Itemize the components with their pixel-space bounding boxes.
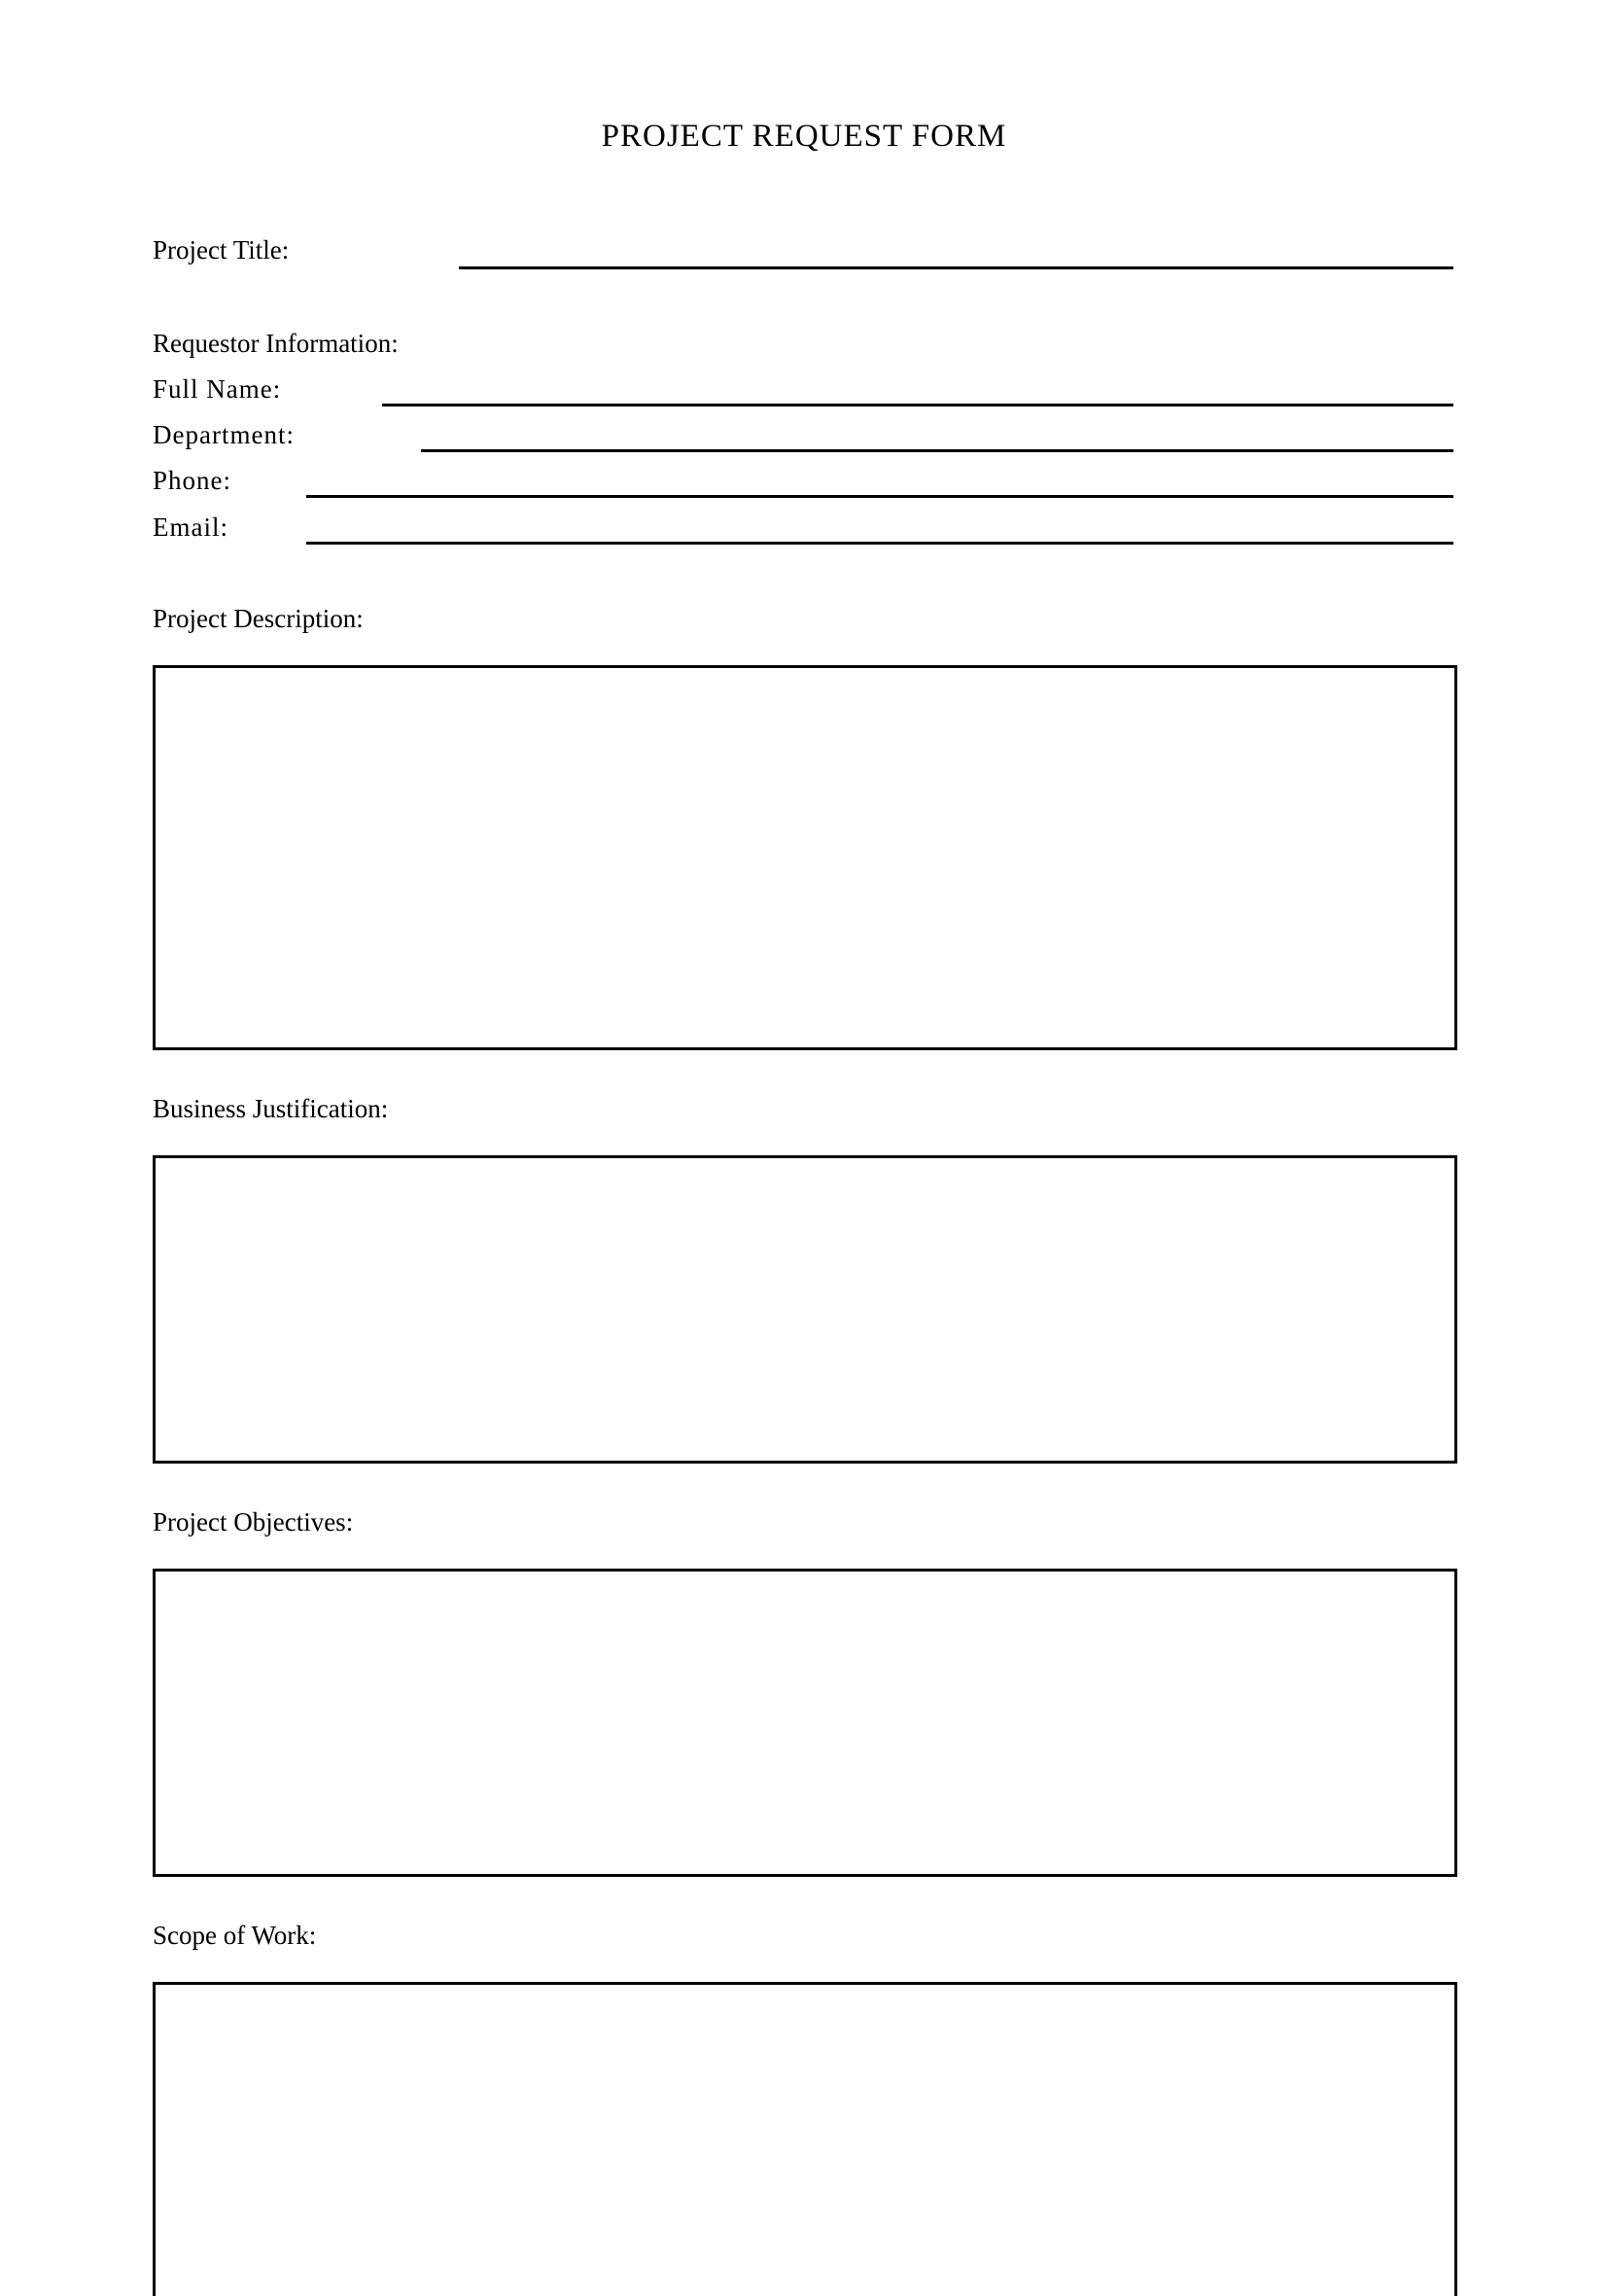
email-field[interactable] xyxy=(306,542,1453,545)
full-name-label: Full Name: xyxy=(153,374,282,404)
form-title: PROJECT REQUEST FORM xyxy=(601,119,1007,154)
department-field[interactable] xyxy=(421,449,1453,452)
project-objectives-label: Project Objectives: xyxy=(153,1507,354,1537)
project-description-box[interactable] xyxy=(153,665,1457,1050)
full-name-field[interactable] xyxy=(382,404,1453,406)
business-justification-box[interactable] xyxy=(153,1155,1457,1464)
project-title-field[interactable] xyxy=(459,266,1453,269)
project-title-label: Project Title: xyxy=(153,235,290,265)
project-objectives-box[interactable] xyxy=(153,1569,1457,1877)
email-label: Email: xyxy=(153,512,228,542)
department-label: Department: xyxy=(153,420,295,449)
business-justification-label: Business Justification: xyxy=(153,1094,389,1123)
phone-label: Phone: xyxy=(153,466,232,495)
scope-of-work-box[interactable] xyxy=(153,1982,1457,2296)
scope-of-work-label: Scope of Work: xyxy=(153,1921,317,1950)
requestor-info-heading: Requestor Information: xyxy=(153,329,399,358)
phone-field[interactable] xyxy=(306,495,1453,498)
project-description-label: Project Description: xyxy=(153,604,364,633)
